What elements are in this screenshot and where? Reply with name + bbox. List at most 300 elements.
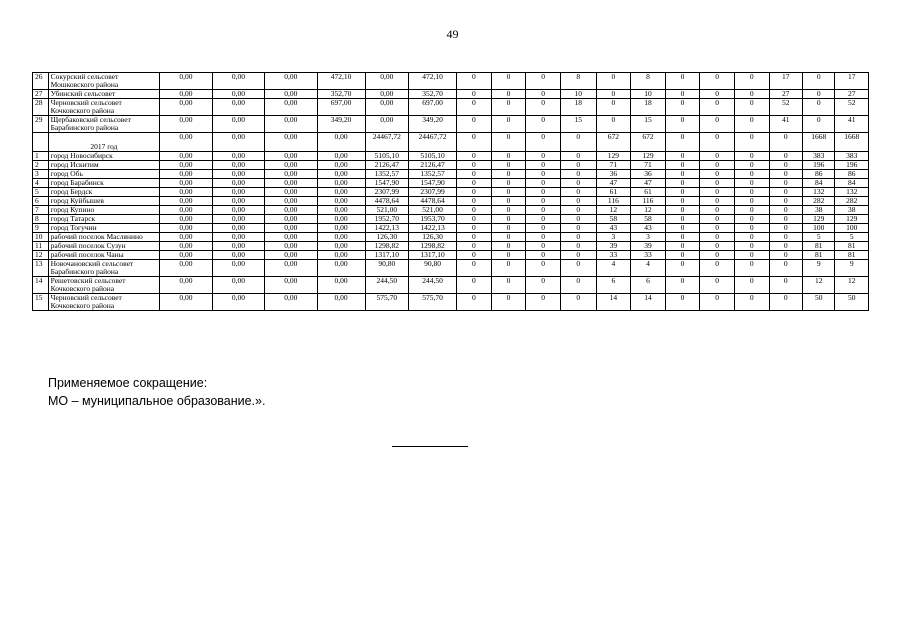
table-cell: 0: [526, 90, 561, 99]
table-cell: 0: [560, 133, 596, 152]
table-cell: 0: [526, 73, 561, 90]
row-number: 4: [33, 179, 49, 188]
table-cell: 196: [835, 161, 869, 170]
table-cell: 0: [526, 179, 561, 188]
table-cell: 0: [560, 197, 596, 206]
table-cell: 0,00: [317, 161, 365, 170]
table-cell: 0: [665, 188, 700, 197]
table-row-year: [33, 133, 869, 152]
table-cell: 697,00: [317, 99, 365, 116]
table-cell: 39: [631, 242, 666, 251]
table-cell: 0,00: [160, 215, 212, 224]
table-cell: 0: [769, 206, 802, 215]
table-row: [33, 206, 869, 215]
table-cell: 0,00: [160, 99, 212, 116]
table-cell: 0: [734, 215, 769, 224]
table-cell: 0: [457, 251, 492, 260]
table-cell: 0: [700, 294, 735, 311]
table-cell: 0: [596, 116, 631, 133]
table-cell: 0,00: [317, 215, 365, 224]
table-cell: 0: [526, 170, 561, 179]
table-cell: 472,10: [317, 73, 365, 90]
table-cell: 8: [631, 73, 666, 90]
table-cell: 352,70: [409, 90, 457, 99]
table-cell: 0: [734, 170, 769, 179]
row-name: город Тогучин: [48, 224, 160, 233]
table-cell: 0: [526, 260, 561, 277]
table-cell: 0: [457, 99, 492, 116]
table-cell: 0,00: [212, 179, 264, 188]
table-row: [33, 215, 869, 224]
table-cell: 0: [665, 242, 700, 251]
table-cell: 0: [734, 161, 769, 170]
table-cell: 0,00: [317, 197, 365, 206]
table-cell: 1352,57: [409, 170, 457, 179]
table-cell: 2126,47: [409, 161, 457, 170]
table-cell: 352,70: [317, 90, 365, 99]
table-cell: 1547,90: [365, 179, 409, 188]
row-number: 3: [33, 170, 49, 179]
table-cell: 0,00: [212, 161, 264, 170]
table-cell: 0: [491, 188, 526, 197]
table-cell: 1422,13: [409, 224, 457, 233]
table-cell: 0: [526, 99, 561, 116]
table-cell: 132: [803, 188, 835, 197]
table-cell: 0,00: [265, 99, 317, 116]
table-cell: 0: [734, 206, 769, 215]
table-cell: 0: [491, 133, 526, 152]
table-cell: 0,00: [212, 116, 264, 133]
table-cell: 575,70: [365, 294, 409, 311]
table-cell: 4478,64: [409, 197, 457, 206]
table-cell: 129: [835, 215, 869, 224]
table-cell: 0,00: [317, 224, 365, 233]
table-cell: 33: [596, 251, 631, 260]
table-cell: 0: [700, 251, 735, 260]
table-cell: 81: [835, 251, 869, 260]
table-cell: 0: [560, 294, 596, 311]
table-row: [33, 277, 869, 294]
table-cell: 0: [491, 242, 526, 251]
table-cell: 18: [560, 99, 596, 116]
table-cell: 5: [835, 233, 869, 242]
table-cell: 0,00: [265, 188, 317, 197]
table-cell: 0,00: [317, 188, 365, 197]
table-row: [33, 161, 869, 170]
table-cell: 84: [803, 179, 835, 188]
table-cell: 0: [457, 73, 492, 90]
table-cell: 0: [457, 215, 492, 224]
table-cell: 5105,10: [409, 152, 457, 161]
table-cell: 0,00: [160, 197, 212, 206]
table-cell: 0: [491, 277, 526, 294]
table-cell: 0,00: [212, 215, 264, 224]
row-number: 11: [33, 242, 49, 251]
row-number: 29: [33, 116, 49, 133]
table-cell: 0,00: [160, 242, 212, 251]
table-cell: 0: [457, 233, 492, 242]
table-cell: 0: [560, 233, 596, 242]
footnote: [48, 374, 265, 410]
table-cell: 50: [835, 294, 869, 311]
table-cell: 383: [835, 152, 869, 161]
table-cell: 4: [631, 260, 666, 277]
table-cell: 9: [803, 260, 835, 277]
table-cell: 0,00: [160, 73, 212, 90]
table-cell: 0: [769, 179, 802, 188]
table-cell: 0: [560, 179, 596, 188]
table-row: [33, 294, 869, 311]
table-cell: 0: [560, 224, 596, 233]
table-cell: 0: [491, 179, 526, 188]
table-cell: 0: [769, 294, 802, 311]
table-cell: 86: [835, 170, 869, 179]
table-cell: 0: [769, 224, 802, 233]
table-cell: 0: [665, 90, 700, 99]
table-cell: 0,00: [317, 233, 365, 242]
table-row: [33, 90, 869, 99]
row-number: [33, 133, 49, 152]
row-number: 1: [33, 152, 49, 161]
table-cell: 0: [491, 73, 526, 90]
table-row: [33, 170, 869, 179]
table-cell: 0: [457, 116, 492, 133]
table-cell: 0: [457, 206, 492, 215]
table-cell: 0: [700, 233, 735, 242]
table-cell: 0: [596, 90, 631, 99]
row-name: рабочий поселок Сузун: [48, 242, 160, 251]
table-cell: 2126,47: [365, 161, 409, 170]
table-cell: 15: [560, 116, 596, 133]
table-cell: 0: [457, 197, 492, 206]
table-cell: 0: [560, 206, 596, 215]
end-rule: [392, 446, 468, 447]
table-cell: 0: [700, 161, 735, 170]
table-cell: 116: [631, 197, 666, 206]
table-row: [33, 242, 869, 251]
table-cell: 0,00: [265, 161, 317, 170]
table-cell: 1298,82: [409, 242, 457, 251]
table-cell: 0: [665, 260, 700, 277]
table-cell: 1422,13: [365, 224, 409, 233]
table-cell: 0: [665, 294, 700, 311]
table-cell: 39: [596, 242, 631, 251]
table-cell: 0: [769, 152, 802, 161]
table-cell: 0,00: [265, 215, 317, 224]
table-cell: 86: [803, 170, 835, 179]
table-cell: 0,00: [212, 90, 264, 99]
table-cell: 0: [560, 188, 596, 197]
table-cell: 27: [769, 90, 802, 99]
table-cell: 521,00: [365, 206, 409, 215]
table-cell: 126,30: [409, 233, 457, 242]
table-cell: 47: [596, 179, 631, 188]
table-cell: 0,00: [212, 233, 264, 242]
table-cell: 36: [631, 170, 666, 179]
table-cell: 0: [700, 179, 735, 188]
row-name: 2017 год: [48, 133, 160, 152]
row-name: Сокурский сельсовет Мошковского района: [48, 73, 160, 90]
table-cell: 0: [665, 215, 700, 224]
table-body: [33, 73, 869, 311]
table-cell: 0,00: [265, 170, 317, 179]
table-cell: 0,00: [265, 197, 317, 206]
table-cell: 0,00: [212, 260, 264, 277]
table-cell: 0: [457, 170, 492, 179]
table-cell: 3: [631, 233, 666, 242]
table-cell: 0,00: [160, 260, 212, 277]
table-cell: 50: [803, 294, 835, 311]
table-cell: 0: [700, 73, 735, 90]
table-cell: 0,00: [317, 251, 365, 260]
table-cell: 0: [526, 251, 561, 260]
table-cell: 0: [700, 277, 735, 294]
row-number: 12: [33, 251, 49, 260]
table-cell: 0: [596, 99, 631, 116]
table-cell: 0: [665, 116, 700, 133]
table-cell: 0: [700, 133, 735, 152]
table-cell: 10: [560, 90, 596, 99]
table-cell: 0,00: [212, 224, 264, 233]
table-cell: 0,00: [265, 294, 317, 311]
table-cell: 0,00: [317, 133, 365, 152]
table-cell: 0: [665, 251, 700, 260]
table-cell: 0,00: [265, 133, 317, 152]
table-cell: 0,00: [160, 277, 212, 294]
table-cell: 0: [769, 251, 802, 260]
table-cell: 0,00: [160, 170, 212, 179]
table-cell: 0: [457, 260, 492, 277]
table-cell: 0,00: [317, 179, 365, 188]
table-cell: 0: [526, 294, 561, 311]
table-cell: 0: [700, 90, 735, 99]
table-cell: 4: [596, 260, 631, 277]
table-cell: 0,00: [265, 277, 317, 294]
table-cell: 0: [734, 242, 769, 251]
table-cell: 18: [631, 99, 666, 116]
table-cell: 0: [734, 133, 769, 152]
table-cell: 100: [803, 224, 835, 233]
table-cell: 0,00: [265, 251, 317, 260]
table-cell: 0: [700, 215, 735, 224]
table-cell: 0: [560, 215, 596, 224]
row-number: 27: [33, 90, 49, 99]
table-cell: 0: [491, 90, 526, 99]
table-cell: 0,00: [365, 116, 409, 133]
table-cell: 1952,70: [365, 215, 409, 224]
footnote-line-1: Применяемое сокращение:: [48, 376, 208, 390]
table-cell: 0: [665, 197, 700, 206]
row-number: 13: [33, 260, 49, 277]
table-cell: 0: [526, 152, 561, 161]
table-cell: 0,00: [212, 251, 264, 260]
data-table: [32, 72, 869, 311]
row-number: 14: [33, 277, 49, 294]
table-cell: 0: [769, 161, 802, 170]
row-number: 10: [33, 233, 49, 242]
table-row: [33, 152, 869, 161]
table-cell: 282: [803, 197, 835, 206]
table-cell: 0: [457, 133, 492, 152]
table-cell: 0,00: [265, 260, 317, 277]
table-cell: 100: [835, 224, 869, 233]
table-cell: 0,00: [317, 206, 365, 215]
table-cell: 575,70: [409, 294, 457, 311]
table-row: [33, 197, 869, 206]
table-cell: 129: [631, 152, 666, 161]
table-cell: 1547,90: [409, 179, 457, 188]
table-row: [33, 224, 869, 233]
table-cell: 0,00: [160, 179, 212, 188]
table-cell: 0: [526, 197, 561, 206]
table-cell: 1317,10: [409, 251, 457, 260]
table-cell: 0: [734, 197, 769, 206]
table-cell: 0: [700, 188, 735, 197]
table-cell: 1953,70: [409, 215, 457, 224]
table-cell: 521,00: [409, 206, 457, 215]
table-cell: 43: [596, 224, 631, 233]
table-cell: 0: [457, 242, 492, 251]
row-name: Убинский сельсовет: [48, 90, 160, 99]
table-cell: 0,00: [317, 277, 365, 294]
table-cell: 6: [631, 277, 666, 294]
table-cell: 12: [631, 206, 666, 215]
table-cell: 0: [734, 179, 769, 188]
table-cell: 0: [491, 152, 526, 161]
row-number: 15: [33, 294, 49, 311]
row-number: 9: [33, 224, 49, 233]
table-cell: 129: [803, 215, 835, 224]
table-cell: 349,20: [317, 116, 365, 133]
table-cell: 0,00: [317, 170, 365, 179]
table-cell: 41: [835, 116, 869, 133]
table-cell: 0: [769, 277, 802, 294]
table-cell: 0,00: [160, 251, 212, 260]
table-cell: 0,00: [317, 242, 365, 251]
table-cell: 0: [700, 170, 735, 179]
row-name: Черновский сельсовет Кочковского района: [48, 294, 160, 311]
table-cell: 349,20: [409, 116, 457, 133]
table-cell: 0: [803, 90, 835, 99]
table-cell: 81: [803, 251, 835, 260]
table-cell: 0,00: [212, 133, 264, 152]
table-cell: 0,00: [265, 224, 317, 233]
table-cell: 0,00: [212, 294, 264, 311]
table-cell: 0,00: [365, 99, 409, 116]
table-cell: 2307,99: [365, 188, 409, 197]
table-cell: 0: [596, 73, 631, 90]
footnote-line-2: МО – муниципальное образование.».: [48, 394, 266, 408]
table-cell: 0,00: [160, 206, 212, 215]
table-cell: 0: [700, 116, 735, 133]
table-cell: 0,00: [160, 133, 212, 152]
table-cell: 4478,64: [365, 197, 409, 206]
table-cell: 0,00: [212, 242, 264, 251]
table-cell: 0,00: [212, 99, 264, 116]
table-row: [33, 260, 869, 277]
table-cell: 41: [769, 116, 802, 133]
table-cell: 0,00: [265, 206, 317, 215]
table-cell: 0: [734, 277, 769, 294]
table-cell: 0,00: [317, 260, 365, 277]
table-cell: 38: [835, 206, 869, 215]
table-cell: 0: [700, 99, 735, 116]
table-row: [33, 251, 869, 260]
table-cell: 0,00: [160, 90, 212, 99]
table-cell: 0: [560, 277, 596, 294]
table-cell: 12: [803, 277, 835, 294]
row-number: 5: [33, 188, 49, 197]
table-cell: 0: [457, 294, 492, 311]
table-cell: 5: [803, 233, 835, 242]
table-cell: 0: [769, 170, 802, 179]
table-cell: 0,00: [212, 188, 264, 197]
table-cell: 33: [631, 251, 666, 260]
table-cell: 38: [803, 206, 835, 215]
table-cell: 0: [665, 152, 700, 161]
table-cell: 0: [769, 233, 802, 242]
table-cell: 0: [457, 224, 492, 233]
table-cell: 0: [665, 99, 700, 116]
row-name: рабочий поселок Маслянино: [48, 233, 160, 242]
table-cell: 196: [803, 161, 835, 170]
table-cell: 0: [526, 188, 561, 197]
table-cell: 1298,82: [365, 242, 409, 251]
row-name: Новочановский сельсовет Барабинского района: [48, 260, 160, 277]
table-cell: 0: [491, 251, 526, 260]
table-cell: 0: [665, 277, 700, 294]
row-name: город Татарск: [48, 215, 160, 224]
table-cell: 282: [835, 197, 869, 206]
row-number: 2: [33, 161, 49, 170]
table-cell: 0: [769, 215, 802, 224]
row-name: Черновский сельсовет Кочковского района: [48, 99, 160, 116]
table-cell: 0: [526, 277, 561, 294]
table-cell: 0: [734, 152, 769, 161]
table-cell: 0: [665, 133, 700, 152]
table-cell: 0,00: [317, 152, 365, 161]
table-cell: 0: [803, 116, 835, 133]
table-cell: 0: [491, 260, 526, 277]
table-cell: 0: [560, 170, 596, 179]
table-cell: 58: [596, 215, 631, 224]
table-cell: 0: [560, 152, 596, 161]
table-cell: 0: [734, 73, 769, 90]
table-cell: 0: [700, 152, 735, 161]
table-cell: 0: [734, 233, 769, 242]
table-cell: 84: [835, 179, 869, 188]
table-cell: 0,00: [265, 90, 317, 99]
row-name: город Бердск: [48, 188, 160, 197]
table-cell: 0,00: [265, 233, 317, 242]
table-cell: 24467,72: [365, 133, 409, 152]
row-number: 6: [33, 197, 49, 206]
table-cell: 1352,57: [365, 170, 409, 179]
table-cell: 1668: [835, 133, 869, 152]
table-cell: 8: [560, 73, 596, 90]
table-cell: 0,00: [265, 73, 317, 90]
table-cell: 1668: [803, 133, 835, 152]
table-cell: 0: [491, 116, 526, 133]
table-cell: 0,00: [160, 152, 212, 161]
table-cell: 0: [769, 260, 802, 277]
table-cell: 27: [835, 90, 869, 99]
table-cell: 6: [596, 277, 631, 294]
table-cell: 0: [491, 215, 526, 224]
table-cell: 24467,72: [409, 133, 457, 152]
table-cell: 10: [631, 90, 666, 99]
table-cell: 0: [491, 170, 526, 179]
